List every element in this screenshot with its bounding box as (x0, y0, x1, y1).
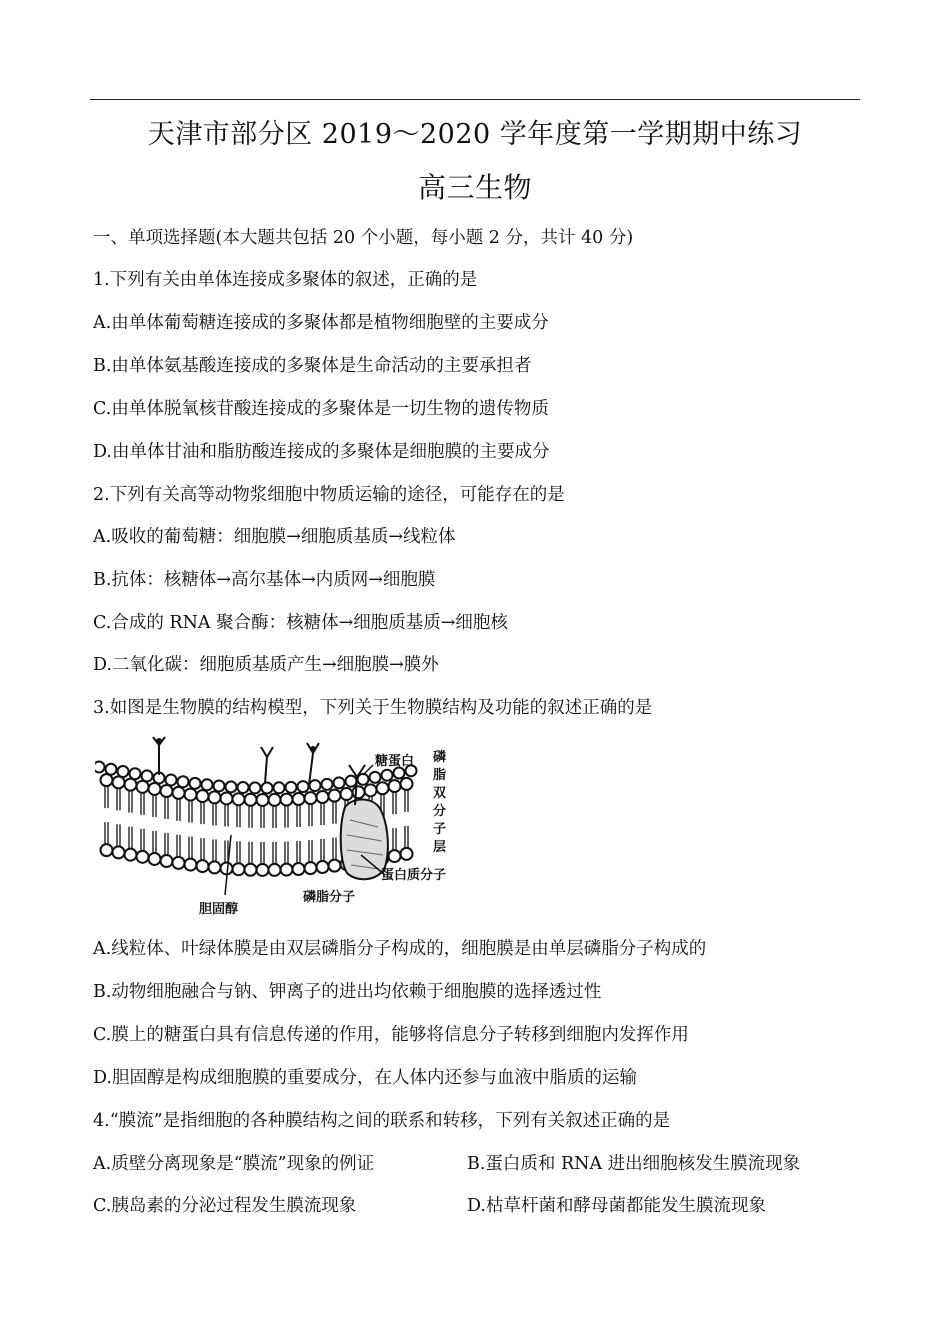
option-2c: C.合成的 RNA 聚合酶：核糖体→细胞质基质→细胞核 (93, 613, 508, 633)
phospholipid-head (95, 761, 105, 772)
top-rule (90, 99, 860, 100)
question-stem-2: 2.下列有关高等动物浆细胞中物质运输的途径，可能存在的是 (93, 485, 565, 505)
phospholipid-head (173, 787, 185, 799)
phospholipid-head (389, 850, 401, 862)
phospholipid-head (106, 764, 117, 775)
svg-text:磷: 磷 (433, 750, 447, 765)
phospholipid-head (142, 770, 153, 781)
phospholipid-head (257, 794, 269, 806)
option-3c: C.膜上的糖蛋白具有信息传递的作用，能够将信息分子转移到细胞内发挥作用 (93, 1025, 689, 1045)
phospholipid-head (197, 860, 209, 872)
label-bilayer (433, 749, 447, 855)
option-1c: C.由单体脱氧核苷酸连接成的多聚体是一切生物的遗传物质 (93, 399, 549, 419)
question-stem-4: 4.“膜流”是指细胞的各种膜结构之间的联系和转移，下列有关叙述正确的是 (93, 1111, 671, 1131)
phospholipid-head (341, 788, 353, 800)
label-cholesterol: 胆固醇 (199, 902, 239, 917)
page-title: 天津市部分区 2019～2020 学年度第一学期期中练习 (147, 119, 803, 150)
option-4d: D.枯草杆菌和酵母菌都能发生膜流现象 (467, 1196, 766, 1216)
phospholipid-head (305, 862, 317, 874)
phospholipid-head (190, 778, 201, 789)
phospholipid-head (365, 784, 377, 796)
phospholipid-head (214, 780, 225, 791)
phospholipid-head (125, 849, 137, 861)
phospholipid-head (233, 863, 245, 875)
phospholipid-head (286, 782, 297, 793)
phospholipid-head (238, 782, 249, 793)
phospholipid-head (293, 863, 305, 875)
phospholipid-head (329, 790, 341, 802)
option-4b: B.蛋白质和 RNA 进出细胞核发生膜流现象 (467, 1154, 801, 1174)
phospholipid-head (130, 768, 141, 779)
phospholipid-head (377, 782, 389, 794)
phospholipid-head (101, 844, 113, 856)
phospholipid-head (166, 774, 177, 785)
phospholipid-head (310, 780, 321, 791)
phospholipid-head (173, 857, 185, 869)
option-3a: A.线粒体、叶绿体膜是由双层磷脂分子构成的，细胞膜是由单层磷脂分子构成的 (93, 939, 707, 959)
phospholipid-head (262, 782, 273, 793)
phospholipid-head (209, 861, 221, 873)
phospholipid-head (245, 794, 257, 806)
phospholipid-head (137, 781, 149, 793)
phospholipid-head (149, 783, 161, 795)
phospholipid-head (317, 791, 329, 803)
phospholipid-head (257, 864, 269, 876)
phospholipid-head (202, 779, 213, 790)
phospholipid-head (370, 772, 381, 783)
phospholipid-head (389, 780, 401, 792)
sugar-dot (156, 738, 162, 744)
option-1d: D.由单体甘油和脂肪酸连接成的多聚体是细胞膜的主要成分 (93, 442, 550, 462)
phospholipid-head (113, 846, 125, 858)
phospholipid-head (226, 781, 237, 792)
phospholipid-head (161, 785, 173, 797)
phospholipid-head (185, 859, 197, 871)
option-4c: C.胰岛素的分泌过程发生膜流现象 (93, 1196, 357, 1216)
sugar-dot (310, 746, 316, 752)
phospholipid-head (394, 768, 405, 779)
phospholipid-head (382, 770, 393, 781)
option-1b: B.由单体氨基酸连接成的多聚体是生命活动的主要承担者 (93, 356, 532, 376)
phospholipid-head (245, 864, 257, 876)
label-phospholipid: 磷脂分子 (303, 890, 356, 905)
option-2b: B.抗体：核糖体→高尔基体→内质网→细胞膜 (93, 570, 436, 590)
svg-text:双: 双 (433, 786, 447, 801)
phospholipid-head (197, 790, 209, 802)
option-1a: A.由单体葡萄糖连接成的多聚体都是植物细胞壁的主要成分 (93, 313, 549, 333)
phospholipid-head (178, 776, 189, 787)
phospholipid-head (269, 864, 281, 876)
phospholipid-head (161, 855, 173, 867)
phospholipid-head (250, 782, 261, 793)
svg-text:层: 层 (433, 840, 447, 855)
phospholipid-head (221, 792, 233, 804)
phospholipid-head (185, 789, 197, 801)
phospholipid-head (305, 792, 317, 804)
phospholipid-head (137, 851, 149, 863)
phospholipid-head (118, 766, 129, 777)
phospholipid-head (269, 794, 281, 806)
membrane-diagram (95, 735, 475, 920)
svg-text:子: 子 (433, 822, 447, 837)
option-2d: D.二氧化碳：细胞质基质产生→细胞膜→膜外 (93, 655, 439, 675)
option-4a: A.质壁分离现象是“膜流”现象的例证 (93, 1154, 375, 1174)
option-2a: A.吸收的葡萄糖：细胞膜→细胞质基质→线粒体 (93, 527, 456, 547)
phospholipid-head (293, 793, 305, 805)
question-stem-1: 1.下列有关由单体连接成多聚体的叙述，正确的是 (93, 270, 478, 290)
svg-text:分: 分 (433, 804, 447, 819)
phospholipid-head (353, 786, 365, 798)
phospholipid-head (274, 782, 285, 793)
option-3d: D.胆固醇是构成细胞膜的重要成分，在人体内还参与血液中脂质的运输 (93, 1068, 637, 1088)
svg-text:脂: 脂 (433, 768, 447, 783)
phospholipid-head (281, 794, 293, 806)
question-stem-3: 3.如图是生物膜的结构模型，下列关于生物膜结构及功能的叙述正确的是 (93, 698, 653, 718)
option-3b: B.动物细胞融合与钠、钾离子的进出均依赖于细胞膜的选择透过性 (93, 982, 602, 1002)
phospholipid-head (149, 853, 161, 865)
section-heading: 一、单项选择题(本大题共包括 20 个小题，每小题 2 分，共计 40 分) (93, 228, 634, 248)
label-protein: 蛋白质分子 (381, 868, 447, 883)
page-subtitle: 高三生物 (417, 171, 532, 204)
phospholipid-head (281, 864, 293, 876)
phospholipid-head (101, 774, 113, 786)
phospholipid-head (401, 778, 413, 790)
phospholipid-head (125, 779, 137, 791)
phospholipid-head (233, 793, 245, 805)
phospholipid-head (322, 779, 333, 790)
phospholipid-head (334, 777, 345, 788)
phospholipid-head (317, 861, 329, 873)
phospholipid-head (298, 781, 309, 792)
phospholipid-head (209, 791, 221, 803)
phospholipid-head (346, 776, 357, 787)
phospholipid-head (329, 860, 341, 872)
phospholipid-head (113, 776, 125, 788)
membrane-diagram-svg (95, 735, 475, 920)
label-glycoprotein: 糖蛋白 (375, 754, 415, 769)
phospholipid-head (401, 848, 413, 860)
